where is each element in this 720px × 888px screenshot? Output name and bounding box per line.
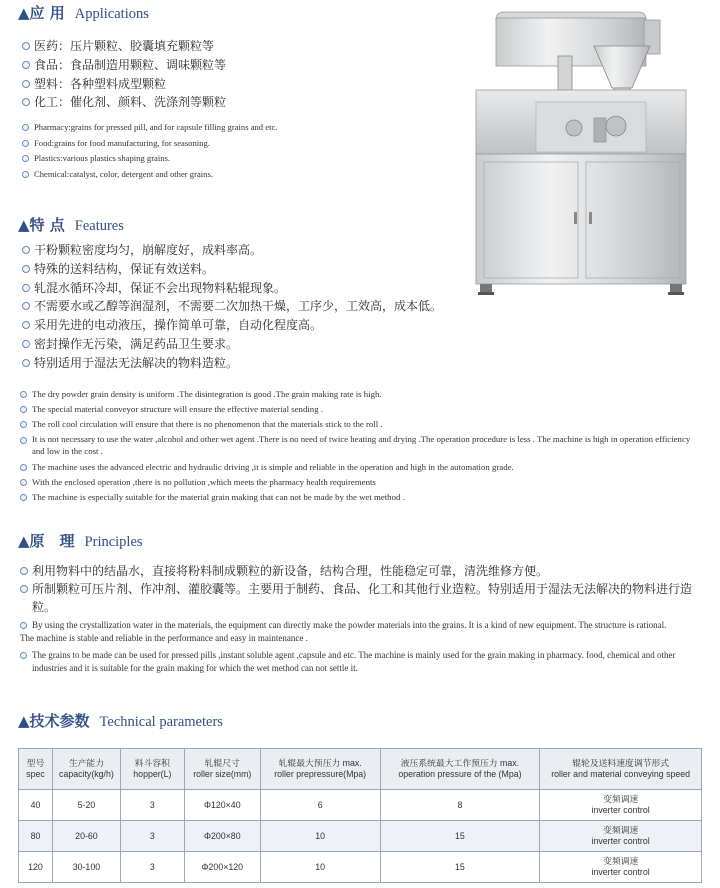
principles-en-3: The grains to be made can be used for pressed pills ,instant soluble agent ,capsule and etc. The machine is mainly used for the grain making in pharmacy. food, chemical and other industries and it is suitable for the grain making for which the wet method can not settle it. [20,649,702,676]
principles-en-1: By using the crystallization water in the materials, the equipment can directly make the powder materials into the grains. It is a kind of new equipment. The structure is rational. [20,619,702,632]
granulator-machine-image [466,6,702,302]
principles-heading [18,530,143,551]
cell-prepressure: 10 [260,852,380,883]
list-item: 特殊的送料结构，保证有效送料。 [22,260,442,279]
cell-prepressure: 10 [260,821,380,852]
cell-roller: Φ120×40 [184,790,260,821]
principles-zh-2: 所制颗粒可压片剂、作冲剂、灌胶囊等。主要用于制药、食品、化工和其他行业造粒。特别适用于湿法无法解决的物料进行造粒。 [20,580,702,616]
header-roller-size: 轧辊尺寸 roller size(mm) [184,749,260,790]
list-item: Plastics:various plastics shaping grains. [22,151,277,167]
list-item: Chemical:catalyst, color, detergent and other grains. [22,167,277,183]
list-item: 干粉颗粒密度均匀，崩解度好，成料率高。 [22,241,442,260]
list-item: With the enclosed operation ,there is no pollution ,which meets the pharmacy health requirements [20,475,704,490]
header-spec: 型号 spec [19,749,53,790]
features-heading [18,214,124,235]
features-en-list [20,387,704,505]
cell-spec: 40 [19,790,53,821]
list-item: 食品：食品制造用颗粒、调味颗粒等 [22,56,226,75]
list-item: 不需要水或乙醇等润湿剂，不需要二次加热干燥，工序少，工效高，成本低。 [22,297,442,316]
principles-zh-1: 利用物料中的结晶水，直接将粉料制成颗粒的新设备，结构合理，性能稳定可靠，清洗维修方便。 [20,562,702,580]
table-row [19,852,702,883]
list-item: The machine uses the advanced electric and hydraulic driving ,it is simple and reliable in the operation and high in the automation grade. [20,460,704,475]
list-item: The special material conveyor structure will ensure the effective material sending . [20,402,704,417]
list-item: 采用先进的电动液压，操作简单可靠，自动化程度高。 [22,316,442,335]
list-item: 密封操作无污染，满足药品卫生要求。 [22,335,442,354]
table-row [19,790,702,821]
header-operation-pressure: 液压系统最大工作预压力 max. operation pressure of the (Mpa) [380,749,540,790]
cell-pressure: 15 [380,852,540,883]
features-zh-list [22,241,442,373]
applications-en-list [22,120,277,182]
list-item: The dry powder grain density is uniform .The disintegration is good .The grain making rate is high. [20,387,704,402]
cell-pressure: 8 [380,790,540,821]
principles-body [20,562,702,676]
header-speed-control: 辊轮及送料速度调节形式 roller and material conveying speed [540,749,702,790]
list-item: It is not necessary to use the water ,alcohol and other wet agent .There is no need of twice heating and drying .The operation procedure is less . The machine is high in operation efficiency and low in the cost . [20,433,704,457]
header-hopper: 料斗容积 hopper(L) [120,749,184,790]
principles-heading-zh: ▲原 理 [18,532,75,550]
principles-heading-en: Principles [84,534,143,550]
cell-roller: Φ200×120 [184,852,260,883]
list-item: 塑料：各种塑料成型颗粒 [22,75,226,94]
applications-heading [18,2,149,23]
applications-heading-zh: ▲应 用 [18,4,65,22]
cell-hopper: 3 [120,790,184,821]
features-heading-en: Features [74,218,124,234]
technical-parameters-table [18,748,702,883]
cell-capacity: 5-20 [52,790,120,821]
list-item: 化工：催化剂、颜料、洗涤剂等颗粒 [22,93,226,112]
technical-heading [18,710,223,731]
cell-control: 变频调速 inverter control [540,790,702,821]
technical-heading-zh: ▲技术参数 [18,712,90,730]
list-item: 轧混水循环冷却，保证不会出现物料粘辊现象。 [22,279,442,298]
cell-control: 变频调速 inverter control [540,852,702,883]
cell-control: 变频调速 inverter control [540,821,702,852]
table-row [19,821,702,852]
list-item: Pharmacy:grains for pressed pill, and for capsule filling grains and etc. [22,120,277,136]
cell-spec: 80 [19,821,53,852]
technical-heading-en: Technical parameters [99,714,223,730]
applications-heading-en: Applications [74,6,149,22]
list-item: Food:grains for food manufacturing, for seasoning. [22,136,277,152]
cell-spec: 120 [19,852,53,883]
applications-zh-list [22,37,226,112]
cell-roller: Φ200×80 [184,821,260,852]
cell-capacity: 30-100 [52,852,120,883]
header-prepressure: 轧辊最大预压力 max. roller prepressure(Mpa) [260,749,380,790]
list-item: The roll cool circulation will ensure that there is no phenomenon that the materials stick to the roll . [20,417,704,432]
cell-hopper: 3 [120,821,184,852]
principles-en-2: The machine is stable and reliable in the performance and easy in maintenance . [20,633,308,644]
list-item: The machine is especially suitable for the material grain making that can not be made by the wet method . [20,490,704,505]
list-item: 医药：压片颗粒、胶囊填充颗粒等 [22,37,226,56]
features-heading-zh: ▲特 点 [18,216,65,234]
cell-capacity: 20-60 [52,821,120,852]
cell-hopper: 3 [120,852,184,883]
cell-pressure: 15 [380,821,540,852]
header-capacity: 生产能力 capacity(kg/h) [52,749,120,790]
cell-prepressure: 6 [260,790,380,821]
list-item: 特别适用于湿法无法解决的物料造粒。 [22,354,442,373]
table-header-row [19,749,702,790]
